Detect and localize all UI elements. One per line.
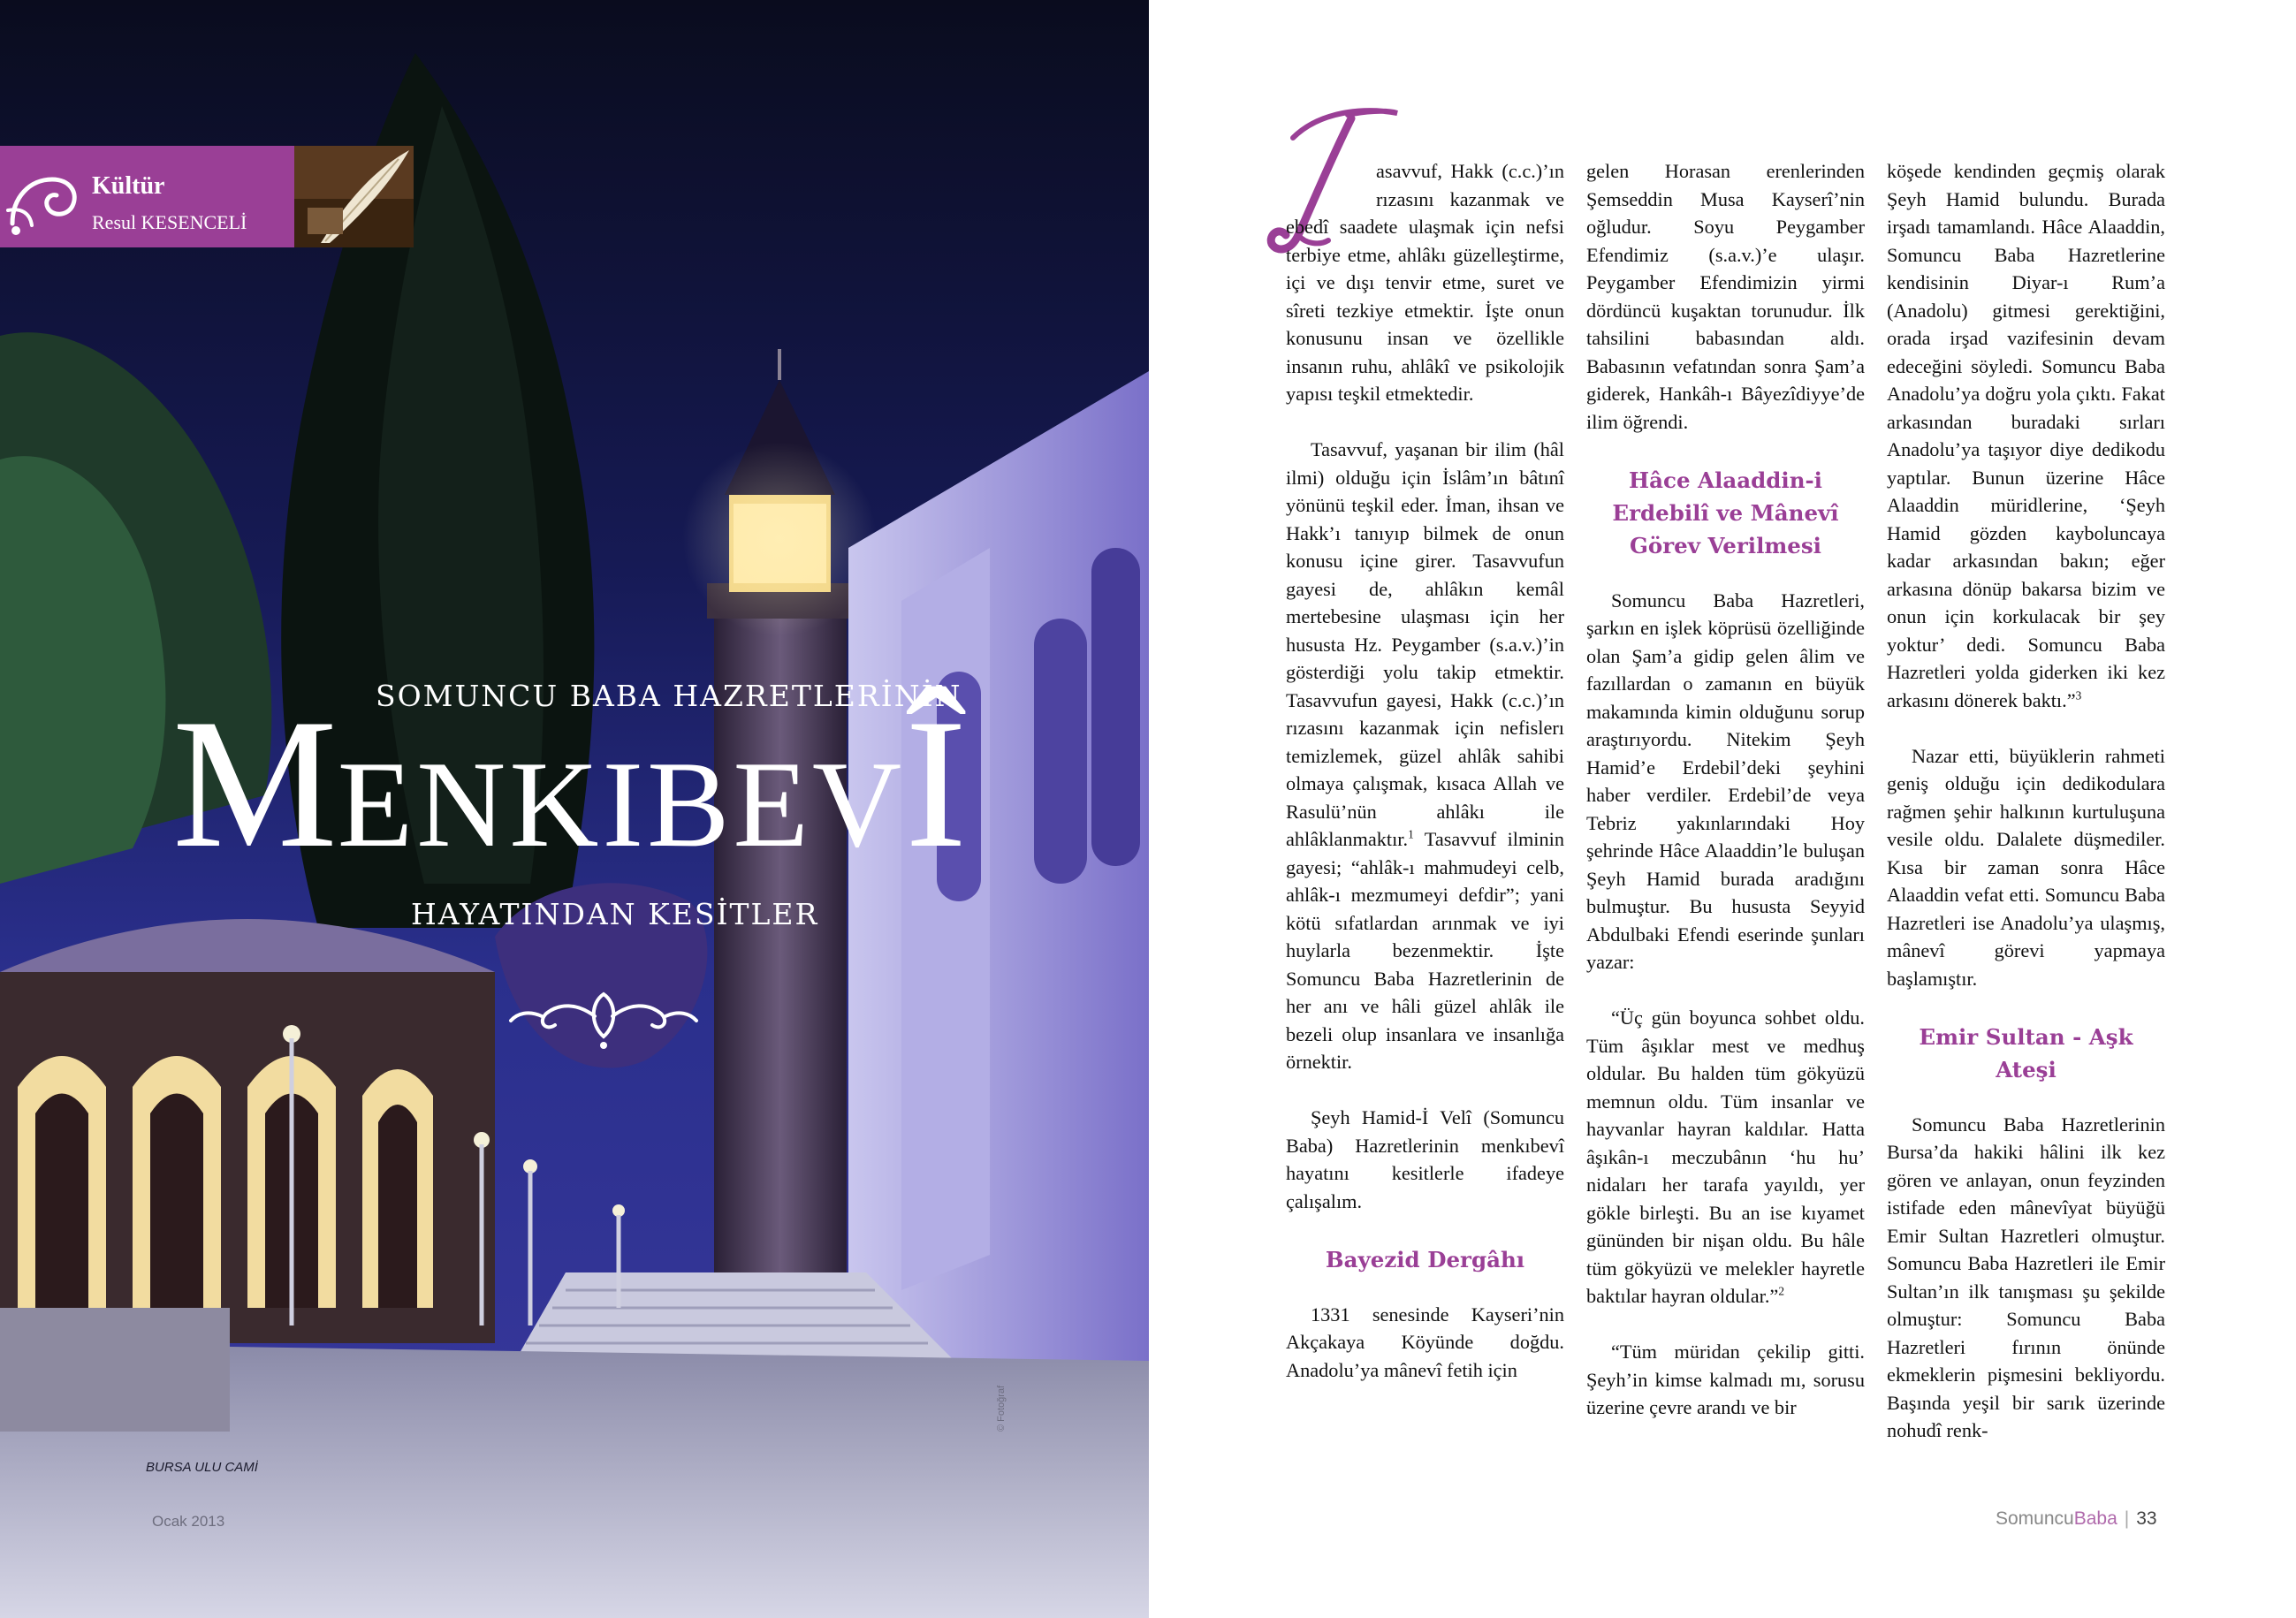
article-column-3 <box>1887 157 2165 1472</box>
footnote-ref: 2 <box>1778 1284 1784 1298</box>
intro-text: asavvuf, Hakk (c.c.)’ın rızasını kazanmak ve ebedî saadete ulaşmak için nefsi terbiye etme, ahlâkı güzelleştirme, içi ve dışı tenvir etme, suret ve sîreti tezkiye etmektir. İşte onun konusunu insan ve özellikle insanın ruhu, ahlâkî ve psikolojik yapısı teşkil etmektedir. <box>1286 160 1564 405</box>
author-name: Resul KESENCELİ <box>92 211 247 233</box>
photo-credit: © Fotoğraf <box>996 1385 1007 1432</box>
section-title: Kültür <box>92 172 165 200</box>
headline-rest: ENKIBEV <box>337 736 906 873</box>
drop-cap <box>1266 103 1365 209</box>
paragraph: Somuncu Baba Hazretlerinin Bursa’da hakiki hâlini ilk kez gören ve anlayan, onun feyzinden istifade eden mânevîyat büyüğü Emir Sultan Hazretleri olmuştur. Somuncu Baba Hazretleri ile Emir Sultan’ın ilk tanışması şu şekilde olmuştur: Somuncu Baba Hazretleri fırının önünde ekmeklerin pişmesini bekliyordu. Başında yeşil bir sarık üzerinde nohudî renk- <box>1887 1113 2165 1441</box>
footnote-ref: 1 <box>1408 827 1414 841</box>
intro-paragraph <box>1286 157 1564 408</box>
floral-ornament-icon <box>506 976 701 1052</box>
issue-date: Ocak 2013 <box>152 1513 225 1530</box>
paragraph: gelen Horasan erenlerinden Şemseddin Musa Kayserî’nin oğludur. Soyu Peygamber Efendimiz (s.a.v.)’e ulaşır. Peygamber Efendimizin yirmi dördüncü kuşaktan torunudur. İlk tahsilini babasından aldı. Babasının vefatından sonra Şam’a giderek, Hankâh-ı Bâyezîdiyye’de ilim öğrendi. <box>1586 160 1865 433</box>
paragraph: Nazar etti, büyüklerin rahmeti geniş olduğu için dedikodulara rağmen şehir halkının kurtuluşuna vesile oldu. Dalalete düşmediler. Kısa bir zaman sonra Hâce Alaaddin vefat etti. Somuncu Baba Hazretleri ise Anadolu’ya ulaşmış, mânevî görevi yapmaya başlamıştır. <box>1887 744 2165 990</box>
paragraph: “Tüm müridan çekilip gitti. Şeyh’in kimse kalmadı mı, sorusu üzerine çevre arandı ve bir <box>1586 1341 1865 1418</box>
article-column-1 <box>1286 157 1564 1412</box>
subheading: Bayezid Dergâhı <box>1325 1246 1525 1272</box>
paragraph-text: köşede kendinden geçmiş olarak Şeyh Hamid bulundu. Burada irşadı tamamlandı. Hâce Alaaddin, Somuncu Baba Hazretlerine kendisinin Diyar-ı Rum’a (Anadolu) gitmesi gerektiğini, orada irşad vazifesinin devam edeceğini söyledi. Somuncu Baba Anadolu’ya doğru yola çıktı. Fakat arkasından buradaki sırları Anadolu’ya taşıyor diye dedikodu yaptılar. Bunun üzerine Hâce Alaaddin müridlerine, ‘Şeyh Hamid gözden kayboluncaya kadar arkasından bakın; eğer arkasına dönüp bakarsa bizim ve onun için korkulacak bir şey yoktur’ dedi. Somuncu Baba Hazretleri yolda giderken iki kez arkasını dönerek baktı.” <box>1887 160 2165 711</box>
folio-separator: | <box>2124 1508 2130 1529</box>
quote-paragraph <box>1586 1004 1865 1310</box>
brand-part-2: Baba <box>2073 1508 2117 1529</box>
page-number: 33 <box>2136 1508 2157 1529</box>
brand-part-1: Somuncu <box>1996 1508 2074 1529</box>
headline-end: Î <box>905 681 968 886</box>
paragraph-text: Tasavvuf ilminin gayesi; “ahlâk-ı mahmudeyi celb, ahlâk-ı mezmumeyi defdir”; yani kötü sıfatlardan arınmak ve iyi huylarla bezenmektir. İşte Somuncu Baba Hazretlerinin de her anı ve hâli güzel ahlâk ile bezeli olup insanlara ve insanlığa örnektir. <box>1286 828 1564 1073</box>
headline-title <box>172 681 968 886</box>
magazine-brand <box>1996 1508 2117 1529</box>
paragraph: Somuncu Baba Hazretleri, şarkın en işlek köprüsü özelliğinde olan Şam’a gidip gelen âlim ve fazıllardan o zamanın en büyük makamında kimin olduğunu sorup araştırıyordu. Nitekim Şeyh Hamid’e Erdebil’deki şeyhini haber verdiler. Erdebil’de veya Tebriz yakınlarındaki Hoy şehrinde Hâce Alaaddin’le buluşan Şeyh Hamid burada aradığını bulmuştur. Bu hususta Seyyid Abdulbaki Efendi eserinde şunları yazar: <box>1586 589 1865 973</box>
subheading: Hâce Alaaddin-i Erdebilî ve Mânevî Görev Verilmesi <box>1612 467 1839 558</box>
paragraph: 1331 senesinde Kayseri’nin Akçakaya Köyünde doğdu. Anadolu’ya mânevî fetih için <box>1286 1303 1564 1381</box>
paragraph: Şeyh Hamid-İ Velî (Somuncu Baba) Hazretlerinin menkıbevî hayatını kesitlerle ifadeye çalışalım. <box>1286 1106 1564 1212</box>
swirl-ornament-icon <box>4 162 83 241</box>
drop-cap-t-icon <box>1266 103 1399 262</box>
headline-subtitle: HAYATINDAN KESİTLER <box>411 897 819 931</box>
paragraph <box>1887 157 2165 714</box>
article-column-2 <box>1586 157 1865 1449</box>
quill-thumbnail <box>294 146 414 247</box>
subheading: Emir Sultan - Aşk Ateşi <box>1919 1023 2133 1082</box>
quill-pen-icon <box>294 146 414 247</box>
paragraph-text: “Üç gün boyunca sohbet oldu. Tüm âşıklar mest ve medhuş oldular. Bu halden tüm gökyüzü memnun oldu. Tüm insanlar ve hayvanlar hayran kaldılar. Hatta âşıkân-ı meczubânın ‘hu hu’ nidaları her tarafa yayıldı, yer gökle birleşti. Bu an ise kıyamet gününden bir nişan oldu. Bu hâle tüm gökyüzü ve melekler hayretle baktılar hayran oldular.” <box>1586 1007 1865 1307</box>
section-tag <box>0 146 294 247</box>
footnote-ref: 3 <box>2075 688 2082 703</box>
paragraph <box>1286 436 1564 1076</box>
paragraph-text: Tasavvuf, yaşanan bir ilim (hâl ilmi) olduğu için İslâm’ın bâtınî yönünü teşkil eder. İman, ihsan ve Hakk’ı tanıyıp bilmek de onun konusu içine girer. Tasavvufun gayesi de, ahlâkın kemâl mertebesine ulaşması için her hususta Hz. Peygamber (s.a.v.)’in gösterdiği yolu takip etmektir. Tasavvufun gayesi, Hakk (c.c.)’ın rızasını kazanmak için nefislerı temizlemek, güzel ahlâk sahibi olmaya çalışmak, kısaca Allah ve Rasulü’nün ahlâkı ile ahlâklanmaktır. <box>1286 438 1564 850</box>
headline-kicker: SOMUNCU BABA HAZRETLERİNİN <box>376 679 962 713</box>
photo-caption: BURSA ULU CAMİ <box>146 1460 258 1475</box>
headline-initial: M <box>172 681 338 886</box>
page-folio <box>1996 1508 2157 1530</box>
